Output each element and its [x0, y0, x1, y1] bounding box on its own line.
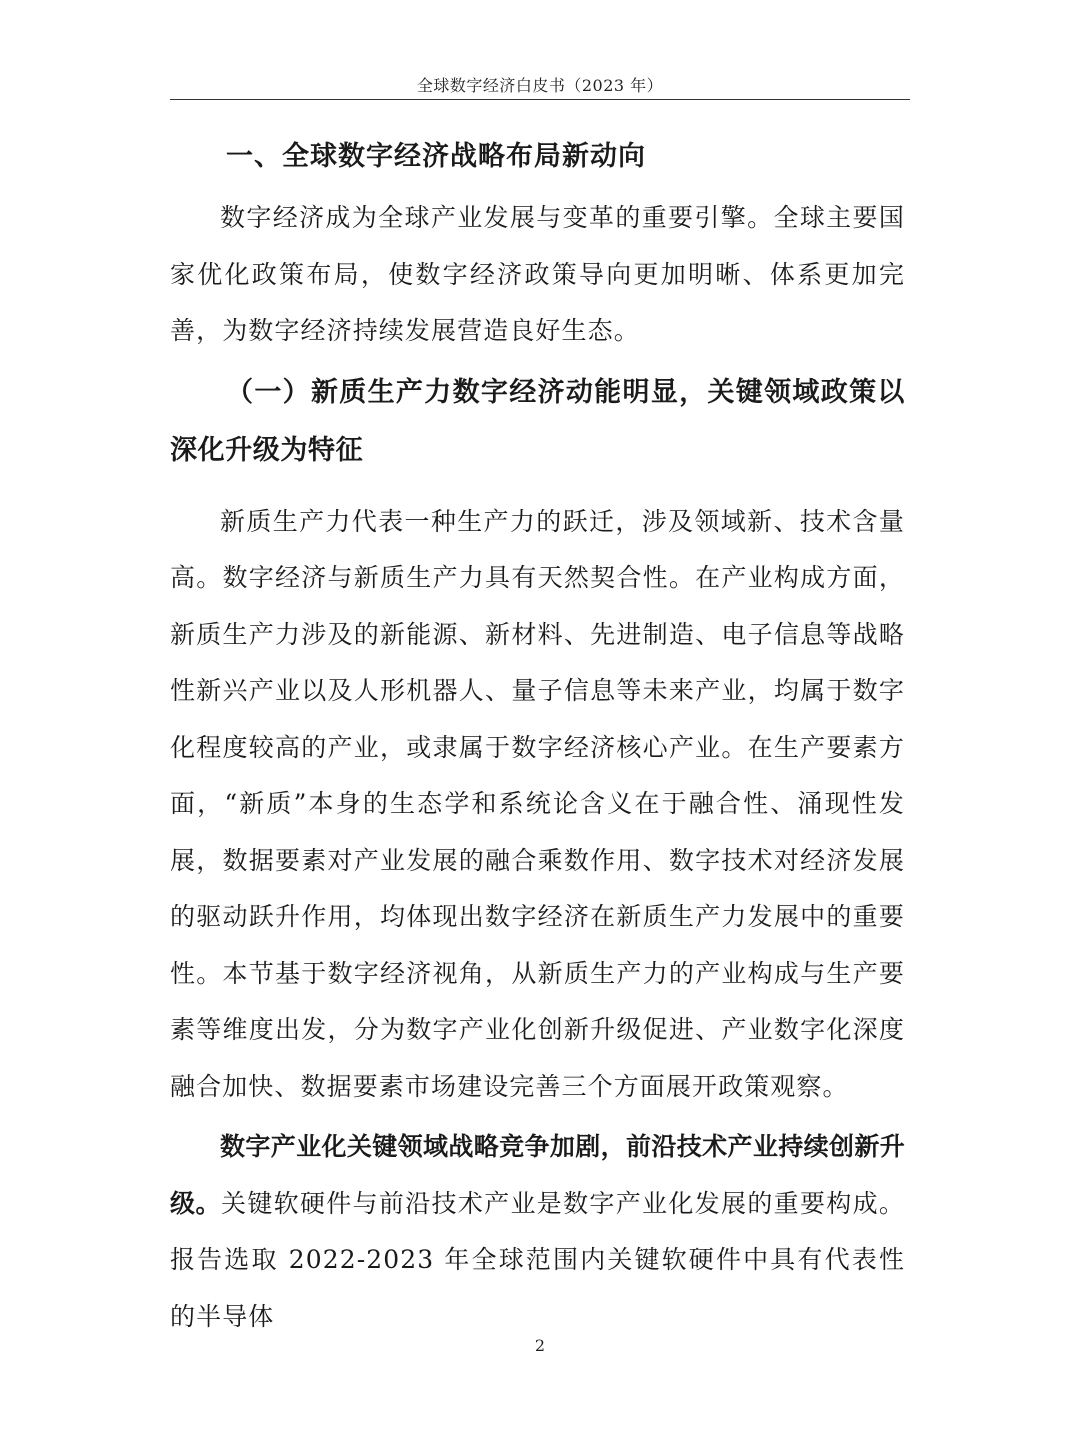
lead-paragraph — [170, 1119, 905, 1345]
lead-body-text: 关键软硬件与前沿技术产业是数字产业化发展的重要构成。报告选取 2022-2023 年全球范围内关键软硬件中具有代表性的半导体 — [170, 1188, 905, 1331]
section-heading: 一、全球数字经济战略布局新动向 — [226, 141, 646, 172]
page-body — [170, 128, 905, 1345]
lead-bold-text: 数字产业化关键领域战略竞争加剧，前沿技术产业持续创新升级。 — [170, 1132, 905, 1218]
body-paragraph: 新质生产力代表一种生产力的跃迁，涉及领域新、技术含量高。数字经济与新质生产力具有天然契合性。在产业构成方面，新质生产力涉及的新能源、新材料、先进制造、电子信息等战略性新兴产业以及人形机器人、量子信息等未来产业，均属于数字化程度较高的产业，或隶属于数字经济核心产业。在生产要素方面，“新质”本身的生态学和系统论含义在于融合性、涌现性发展，数据要素对产业发展的融合乘数作用、数字技术对经济发展的驱动跃升作用，均体现出数字经济在新质生产力发展中的重要性。本节基于数字经济视角，从新质生产力的产业构成与生产要素等维度出发，分为数字产业化创新升级促进、产业数字化深度融合加快、数据要素市场建设完善三个方面展开政策观察。 — [170, 506, 905, 1101]
subsection-heading: （一）新质生产力数字经济动能明显，关键领域政策以深化升级为特征 — [170, 376, 905, 466]
running-header: 全球数字经济白皮书（2023 年） — [416, 76, 664, 95]
intro-paragraph: 数字经济成为全球产业发展与变革的重要引擎。全球主要国家优化政策布局，使数字经济政策导向更加明晰、体系更加完善，为数字经济持续发展营造良好生态。 — [170, 203, 905, 345]
header-rule — [170, 99, 910, 100]
page-number: 2 — [534, 1336, 546, 1355]
